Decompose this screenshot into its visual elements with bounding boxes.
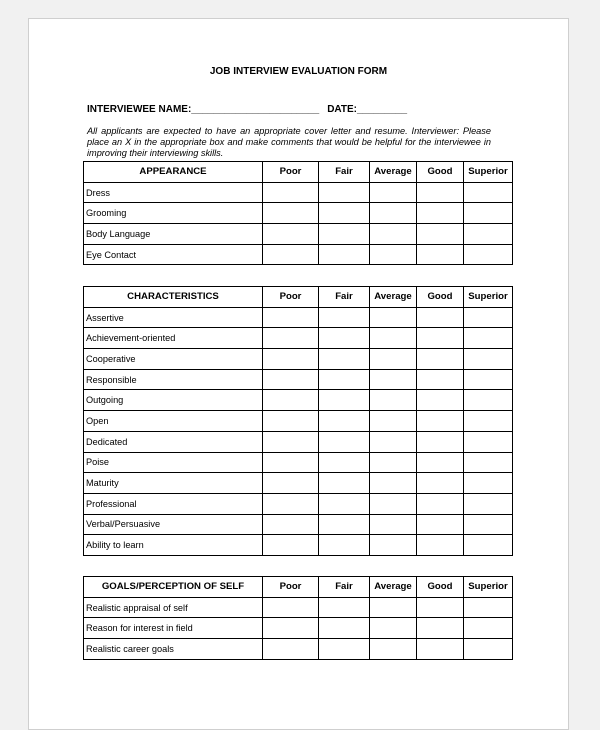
rating-checkbox-cell[interactable] <box>464 390 513 411</box>
rating-checkbox-cell[interactable] <box>319 431 370 452</box>
rating-checkbox-cell[interactable] <box>417 411 464 432</box>
rating-checkbox-cell[interactable] <box>417 431 464 452</box>
rating-checkbox-cell[interactable] <box>464 328 513 349</box>
rating-checkbox-cell[interactable] <box>319 535 370 556</box>
rating-checkbox-cell[interactable] <box>319 307 370 328</box>
rating-checkbox-cell[interactable] <box>417 203 464 224</box>
section-header: CHARACTERISTICS <box>84 287 263 308</box>
rating-checkbox-cell[interactable] <box>263 328 319 349</box>
criterion-label: Cooperative <box>84 349 263 370</box>
characteristics-table <box>83 286 513 556</box>
rating-checkbox-cell[interactable] <box>370 307 417 328</box>
rating-checkbox-cell[interactable] <box>464 597 513 618</box>
rating-checkbox-cell[interactable] <box>370 597 417 618</box>
goals-table <box>83 576 513 660</box>
rating-checkbox-cell[interactable] <box>464 349 513 370</box>
rating-checkbox-cell[interactable] <box>263 224 319 245</box>
rating-checkbox-cell[interactable] <box>417 369 464 390</box>
rating-column-header: Fair <box>319 577 370 598</box>
rating-column-header: Fair <box>319 162 370 183</box>
rating-column-header: Average <box>370 577 417 598</box>
rating-checkbox-cell[interactable] <box>319 514 370 535</box>
criterion-label: Verbal/Persuasive <box>84 514 263 535</box>
document-page <box>28 18 569 730</box>
rating-checkbox-cell[interactable] <box>464 514 513 535</box>
rating-checkbox-cell[interactable] <box>464 618 513 639</box>
rating-column-header: Superior <box>464 577 513 598</box>
rating-checkbox-cell[interactable] <box>319 349 370 370</box>
rating-checkbox-cell[interactable] <box>370 411 417 432</box>
rating-checkbox-cell[interactable] <box>464 411 513 432</box>
rating-checkbox-cell[interactable] <box>370 390 417 411</box>
table-row <box>84 328 513 349</box>
rating-checkbox-cell[interactable] <box>417 473 464 494</box>
rating-column-header: Superior <box>464 287 513 308</box>
rating-checkbox-cell[interactable] <box>319 452 370 473</box>
rating-checkbox-cell[interactable] <box>370 203 417 224</box>
section-header: APPEARANCE <box>84 162 263 183</box>
table-row <box>84 493 513 514</box>
rating-column-header: Poor <box>263 162 319 183</box>
rating-checkbox-cell[interactable] <box>464 473 513 494</box>
rating-checkbox-cell[interactable] <box>319 618 370 639</box>
rating-checkbox-cell[interactable] <box>370 369 417 390</box>
criterion-label: Realistic career goals <box>84 639 263 660</box>
criterion-label: Outgoing <box>84 390 263 411</box>
rating-checkbox-cell[interactable] <box>263 452 319 473</box>
rating-checkbox-cell[interactable] <box>263 431 319 452</box>
rating-checkbox-cell[interactable] <box>464 203 513 224</box>
rating-checkbox-cell[interactable] <box>417 224 464 245</box>
rating-checkbox-cell[interactable] <box>319 639 370 660</box>
rating-checkbox-cell[interactable] <box>319 493 370 514</box>
rating-checkbox-cell[interactable] <box>370 349 417 370</box>
rating-checkbox-cell[interactable] <box>417 597 464 618</box>
table-row <box>84 349 513 370</box>
rating-checkbox-cell[interactable] <box>263 369 319 390</box>
rating-checkbox-cell[interactable] <box>263 390 319 411</box>
rating-checkbox-cell[interactable] <box>263 307 319 328</box>
table-row <box>84 452 513 473</box>
rating-checkbox-cell[interactable] <box>417 390 464 411</box>
criterion-label: Responsible <box>84 369 263 390</box>
rating-checkbox-cell[interactable] <box>464 639 513 660</box>
rating-checkbox-cell[interactable] <box>464 182 513 203</box>
header-fields <box>87 104 407 115</box>
table-row <box>84 473 513 494</box>
criterion-label: Assertive <box>84 307 263 328</box>
rating-column-header: Poor <box>263 287 319 308</box>
rating-checkbox-cell[interactable] <box>319 328 370 349</box>
rating-column-header: Good <box>417 577 464 598</box>
table-row <box>84 514 513 535</box>
rating-checkbox-cell[interactable] <box>263 473 319 494</box>
criterion-label: Grooming <box>84 203 263 224</box>
rating-column-header: Poor <box>263 577 319 598</box>
rating-checkbox-cell[interactable] <box>370 182 417 203</box>
rating-column-header: Superior <box>464 162 513 183</box>
rating-checkbox-cell[interactable] <box>417 349 464 370</box>
rating-checkbox-cell[interactable] <box>263 244 319 265</box>
rating-checkbox-cell[interactable] <box>370 535 417 556</box>
rating-checkbox-cell[interactable] <box>417 452 464 473</box>
criterion-label: Open <box>84 411 263 432</box>
rating-checkbox-cell[interactable] <box>319 390 370 411</box>
rating-checkbox-cell[interactable] <box>464 452 513 473</box>
table-row <box>84 182 513 203</box>
rating-checkbox-cell[interactable] <box>464 535 513 556</box>
criterion-label: Professional <box>84 493 263 514</box>
criterion-label: Realistic appraisal of self <box>84 597 263 618</box>
rating-checkbox-cell[interactable] <box>263 618 319 639</box>
rating-checkbox-cell[interactable] <box>417 535 464 556</box>
table-header-row <box>84 162 513 183</box>
table-row <box>84 411 513 432</box>
rating-checkbox-cell[interactable] <box>319 597 370 618</box>
table-header-row <box>84 287 513 308</box>
rating-checkbox-cell[interactable] <box>263 203 319 224</box>
criterion-label: Reason for interest in field <box>84 618 263 639</box>
criterion-label: Dress <box>84 182 263 203</box>
rating-checkbox-cell[interactable] <box>370 224 417 245</box>
rating-checkbox-cell[interactable] <box>263 493 319 514</box>
criterion-label: Maturity <box>84 473 263 494</box>
rating-column-header: Fair <box>319 287 370 308</box>
appearance-table <box>83 161 513 265</box>
criterion-label: Achievement-oriented <box>84 328 263 349</box>
rating-checkbox-cell[interactable] <box>263 535 319 556</box>
rating-checkbox-cell[interactable] <box>464 431 513 452</box>
rating-checkbox-cell[interactable] <box>464 224 513 245</box>
table-row <box>84 597 513 618</box>
rating-checkbox-cell[interactable] <box>263 597 319 618</box>
rating-column-header: Average <box>370 287 417 308</box>
rating-checkbox-cell[interactable] <box>319 369 370 390</box>
rating-checkbox-cell[interactable] <box>370 639 417 660</box>
rating-checkbox-cell[interactable] <box>319 411 370 432</box>
rating-checkbox-cell[interactable] <box>464 493 513 514</box>
rating-column-header: Average <box>370 162 417 183</box>
rating-checkbox-cell[interactable] <box>417 639 464 660</box>
table-row <box>84 431 513 452</box>
rating-checkbox-cell[interactable] <box>370 493 417 514</box>
rating-checkbox-cell[interactable] <box>263 411 319 432</box>
interviewee-name-field[interactable]: INTERVIEWEE NAME:_______________________ <box>87 104 320 115</box>
table-row <box>84 203 513 224</box>
rating-checkbox-cell[interactable] <box>417 307 464 328</box>
criterion-label: Dedicated <box>84 431 263 452</box>
rating-checkbox-cell[interactable] <box>370 244 417 265</box>
rating-checkbox-cell[interactable] <box>319 182 370 203</box>
criterion-label: Body Language <box>84 224 263 245</box>
rating-checkbox-cell[interactable] <box>417 328 464 349</box>
rating-checkbox-cell[interactable] <box>319 224 370 245</box>
section-header: GOALS/PERCEPTION OF SELF <box>84 577 263 598</box>
instructions-text: All applicants are expected to have an appropriate cover letter and resume. Interviewer: Please place an X in the appropriate box and make comments that would be helpful for the interviewee in improving their interviewing skills. <box>87 126 491 158</box>
rating-checkbox-cell[interactable] <box>417 182 464 203</box>
criterion-label: Poise <box>84 452 263 473</box>
table-row <box>84 618 513 639</box>
rating-checkbox-cell[interactable] <box>370 618 417 639</box>
rating-checkbox-cell[interactable] <box>370 473 417 494</box>
table-header-row <box>84 577 513 598</box>
rating-checkbox-cell[interactable] <box>417 493 464 514</box>
table-row <box>84 390 513 411</box>
rating-column-header: Good <box>417 287 464 308</box>
rating-checkbox-cell[interactable] <box>370 514 417 535</box>
rating-checkbox-cell[interactable] <box>417 618 464 639</box>
table-row <box>84 535 513 556</box>
table-row <box>84 639 513 660</box>
rating-checkbox-cell[interactable] <box>263 349 319 370</box>
criterion-label: Eye Contact <box>84 244 263 265</box>
rating-checkbox-cell[interactable] <box>417 514 464 535</box>
rating-checkbox-cell[interactable] <box>464 369 513 390</box>
rating-checkbox-cell[interactable] <box>464 244 513 265</box>
table-row <box>84 307 513 328</box>
table-row <box>84 369 513 390</box>
rating-checkbox-cell[interactable] <box>370 431 417 452</box>
table-row <box>84 224 513 245</box>
criterion-label: Ability to learn <box>84 535 263 556</box>
rating-checkbox-cell[interactable] <box>319 473 370 494</box>
rating-checkbox-cell[interactable] <box>464 307 513 328</box>
rating-checkbox-cell[interactable] <box>417 244 464 265</box>
rating-checkbox-cell[interactable] <box>263 514 319 535</box>
date-field[interactable]: DATE:_________ <box>327 104 408 115</box>
rating-checkbox-cell[interactable] <box>319 244 370 265</box>
table-row <box>84 244 513 265</box>
form-title: JOB INTERVIEW EVALUATION FORM <box>209 66 388 77</box>
rating-checkbox-cell[interactable] <box>263 182 319 203</box>
rating-checkbox-cell[interactable] <box>370 452 417 473</box>
rating-column-header: Good <box>417 162 464 183</box>
rating-checkbox-cell[interactable] <box>370 328 417 349</box>
rating-checkbox-cell[interactable] <box>263 639 319 660</box>
rating-checkbox-cell[interactable] <box>319 203 370 224</box>
